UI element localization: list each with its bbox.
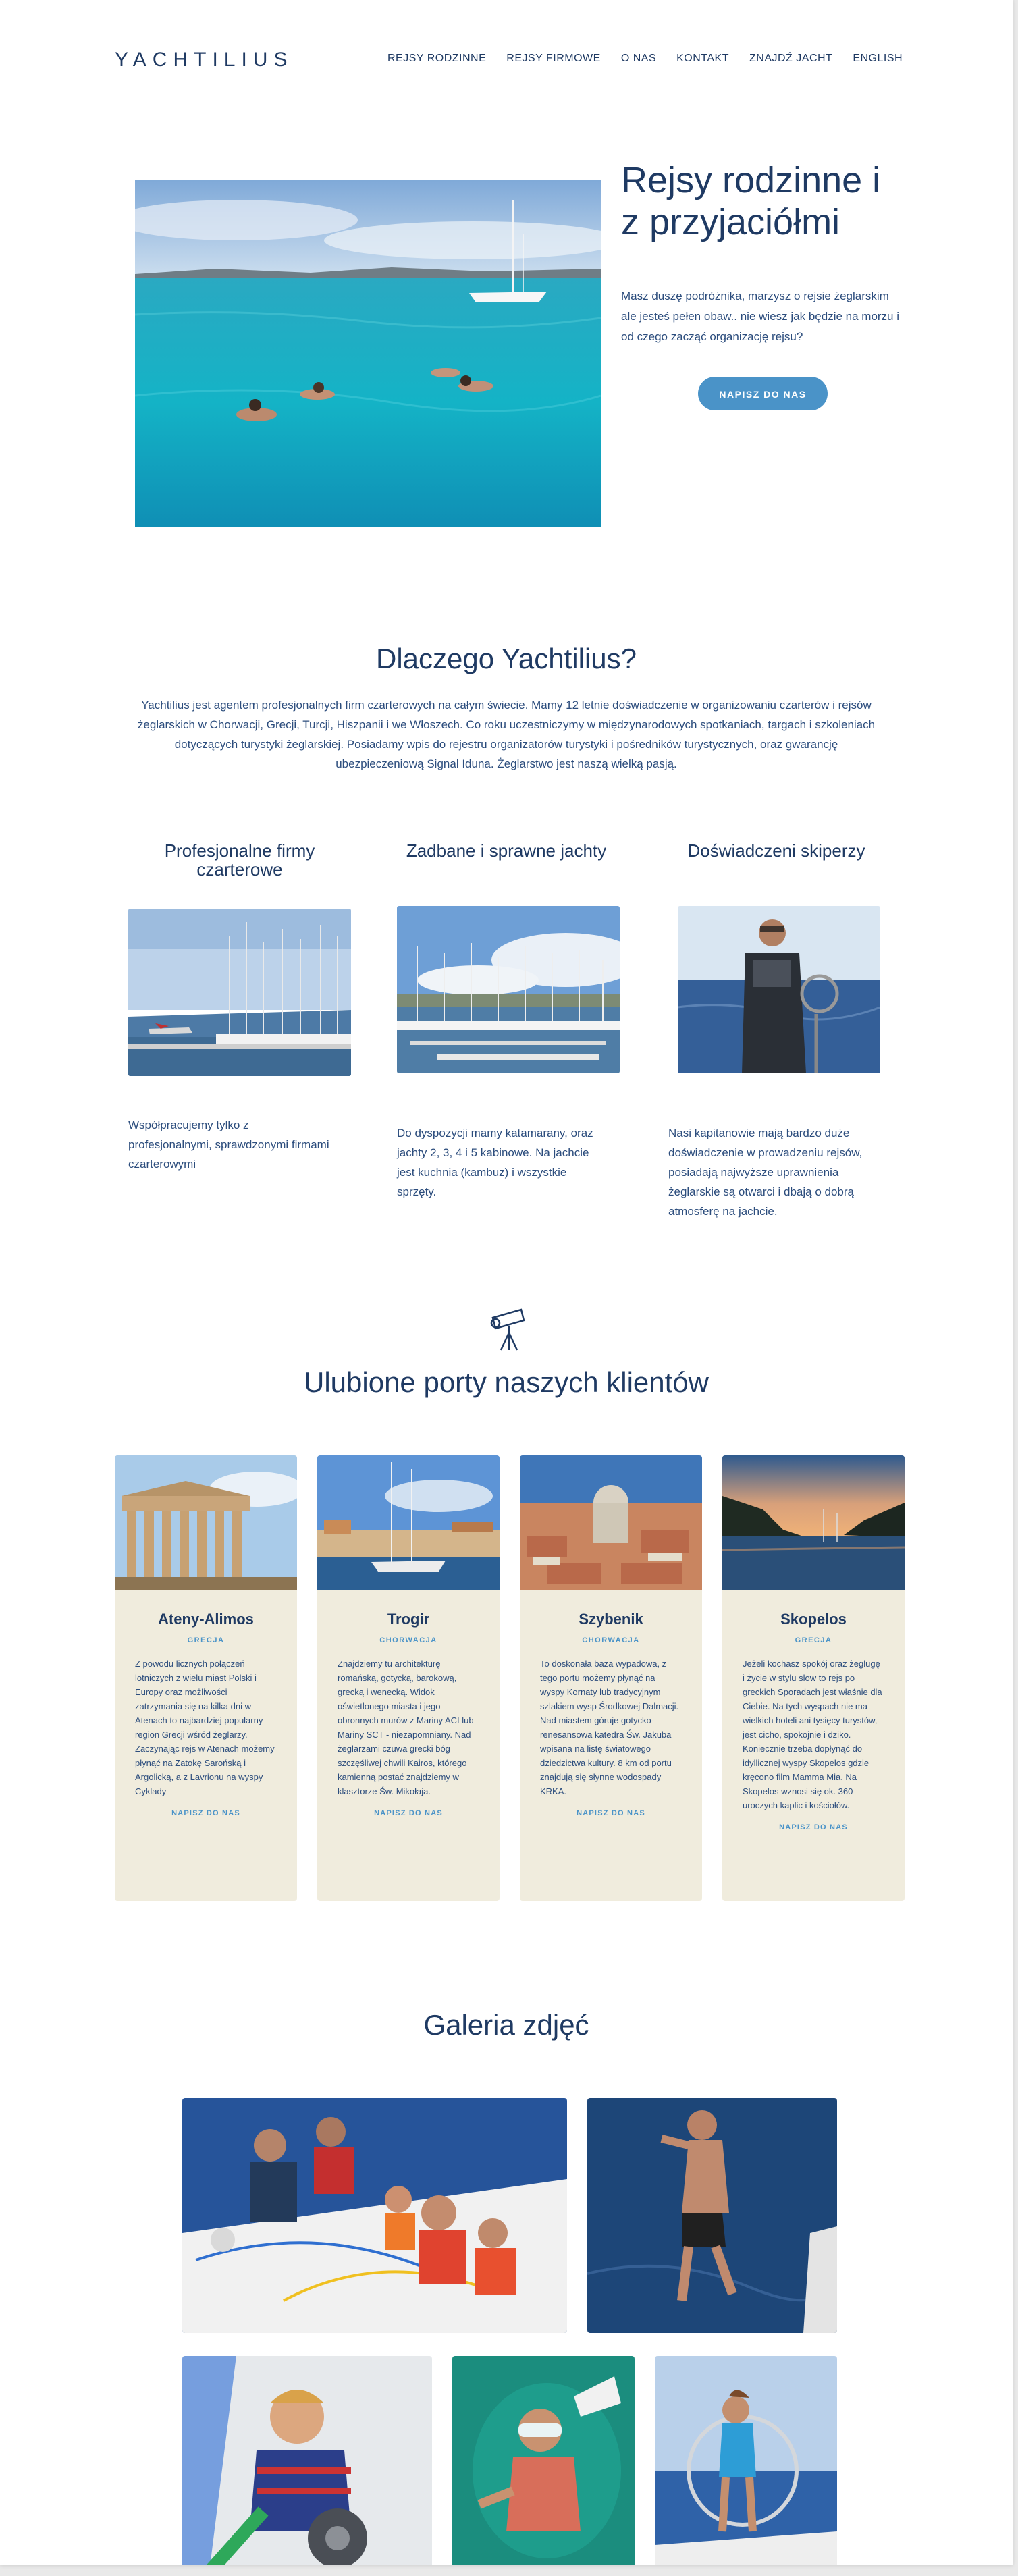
card-title: Skopelos	[780, 1611, 847, 1628]
card-contact-link[interactable]: NAPISZ DO NAS	[779, 1823, 848, 1831]
why-title: Dlaczego Yachtilius?	[376, 643, 637, 674]
card-image-sibenik	[520, 1455, 702, 1590]
card-country: GRECJA	[795, 1636, 832, 1644]
feature-title: Zadbane i sprawne jachty	[406, 840, 607, 861]
nav-znajdz-jacht[interactable]: ZNAJDŹ JACHT	[749, 53, 833, 64]
card-contact-link[interactable]: NAPISZ DO NAS	[171, 1809, 240, 1817]
nav-o-nas[interactable]: O NAS	[620, 53, 657, 64]
card-contact-link[interactable]: NAPISZ DO NAS	[374, 1809, 443, 1817]
nav-kontakt[interactable]: KONTAKT	[676, 53, 729, 64]
feature-image-marina-planes	[128, 909, 351, 1076]
gallery-image-snorkeling[interactable]	[452, 2356, 635, 2565]
feature-image-marina-yachts	[397, 906, 620, 1073]
card-country: CHORWACJA	[582, 1636, 640, 1644]
card-image-parthenon	[115, 1455, 297, 1590]
card-title: Trogir	[387, 1611, 430, 1628]
port-card	[317, 1455, 500, 1901]
gallery-image-boy-jumping[interactable]	[587, 2098, 837, 2333]
feature-text: Nasi kapitanowie mają bardzo duże doświadczenie w prowadzeniu rejsów, posiadają najwyższe uprawnienia żeglarskie są otwarci i dbają o dobrą atmosferę na jachcie.	[668, 1127, 863, 1218]
port-card	[115, 1455, 297, 1901]
nav-rejsy-firmowe[interactable]: REJSY FIRMOWE	[506, 53, 601, 64]
nav-english[interactable]: ENGLISH	[853, 53, 903, 64]
card-contact-link[interactable]: NAPISZ DO NAS	[577, 1809, 645, 1817]
feature-image-skipper	[678, 906, 880, 1073]
main-nav	[387, 53, 903, 65]
hero-title: Rejsy rodzinne i z przyjaciółmi	[621, 160, 881, 242]
ports-title: Ulubione porty naszych klientów	[304, 1366, 709, 1398]
card-title: Ateny-Alimos	[158, 1611, 254, 1628]
card-text: To doskonała baza wypadowa, z tego portu możemy płynąć na wyspy Kornaty lub tradycyjnym szlakiem wysp Środkowej Dalmacji. Nad miastem góruje gotycko-renesansowa katedra Św. Jakuba wpisana na listę światowego dziedzictwa kultury. 8 km od portu znajdują się słynne wodospady KRKA.	[540, 1659, 679, 1796]
feature-text: Do dyspozycji mamy katamarany, oraz jachty 2, 3, 4 i 5 kabinowe. Na jachcie jest kuchnia (kambuz) i wszystkie sprzęty.	[397, 1127, 593, 1198]
why-text: Yachtilius jest agentem profesjonalnych firm czarterowych na całym świecie. Mamy 12 letnie doświadczenie w organizowaniu czarterów i rejsów żeglarskich w Chorwacji, Grecji, Turcji, Hiszpanii i we Włoszech. Co roku uczestniczymy w międzynarodowych spotkaniach, targach i szkoleniach dotyczących turystyki żeglarskiej. Posiadamy wpis do rejestru organizatorów turystyki i pośredników turystycznych, oraz gwarancję ubezpieczeniową Signal Iduna. Żeglarstwo jest naszą wielką pasją.	[137, 699, 876, 770]
card-text: Jeżeli kochasz spokój oraz żeglugę i życie w stylu slow to rejs po greckich Sporadach jest właśnie dla Ciebie. Na tych wyspach nie ma wielkich hoteli ani tysięcy turystów, jest cicho, spokojnie i dziko. Koniecznie trzeba dopłynąć do idyllicznej wyspy Skopelos gdzie kręcono film Mamma Mia. Na Skopelos wznosi się ok. 360 uroczych kaplic i kościołów.	[743, 1659, 882, 1810]
feature-title: Doświadczeni skiperzy	[687, 840, 865, 861]
feature-title: Profesjonalne firmy czarterowe	[164, 840, 315, 880]
card-country: GRECJA	[187, 1636, 225, 1644]
port-card	[520, 1455, 702, 1901]
gallery-image-family-on-deck[interactable]	[182, 2098, 567, 2333]
card-image-trogir	[317, 1455, 500, 1590]
gallery-title: Galeria zdjęć	[423, 2009, 589, 2041]
telescope-icon	[489, 1306, 529, 1353]
port-card	[722, 1455, 905, 1901]
gallery-image-boy-winch[interactable]	[182, 2356, 432, 2565]
card-image-skopelos	[722, 1455, 905, 1590]
nav-rejsy-rodzinne[interactable]: REJSY RODZINNE	[387, 53, 487, 64]
card-text: Znajdziemy tu architekturę romańską, gotycką, barokową, grecką i wenecką. Widok oświetlonego miasta i jego obronnych murów z Mariny ACI lub Mariny SCT - niezapomniany. Nad żeglarzami czuwa grecki bóg szczęśliwej chwili Kairos, którego kamienną postać znajdziemy w klasztorze Św. Mikołaja.	[338, 1659, 474, 1796]
logo[interactable]: YACHTILIUS	[115, 49, 294, 71]
hero-text: Masz duszę podróżnika, marzysz o rejsie żeglarskim ale jesteś pełen obaw.. nie wiesz jak będzie na morzu i od czego zacząć organizację rejsu?	[621, 290, 900, 343]
feature-text: Współpracujemy tylko z profesjonalnymi, sprawdzonymi firmami czarterowymi	[128, 1119, 329, 1171]
hero-image-swimmers-sea	[135, 180, 601, 527]
card-title: Szybenik	[579, 1611, 643, 1628]
contact-button[interactable]: NAPISZ DO NAS	[698, 377, 828, 410]
gallery-image-girl-at-helm[interactable]	[655, 2356, 837, 2565]
card-text: Z powodu licznych połączeń lotniczych z wielu miast Polski i Europy oraz możliwości zatrzymania się na kilka dni w Atenach to najbardziej popularny region Grecji wśród żeglarzy. Zaczynając rejs w Atenach możemy płynąć na Zatokę Sarońską i Argolicką, a z Lavrionu na wyspy Cyklady	[135, 1659, 275, 1796]
card-country: CHORWACJA	[379, 1636, 437, 1644]
